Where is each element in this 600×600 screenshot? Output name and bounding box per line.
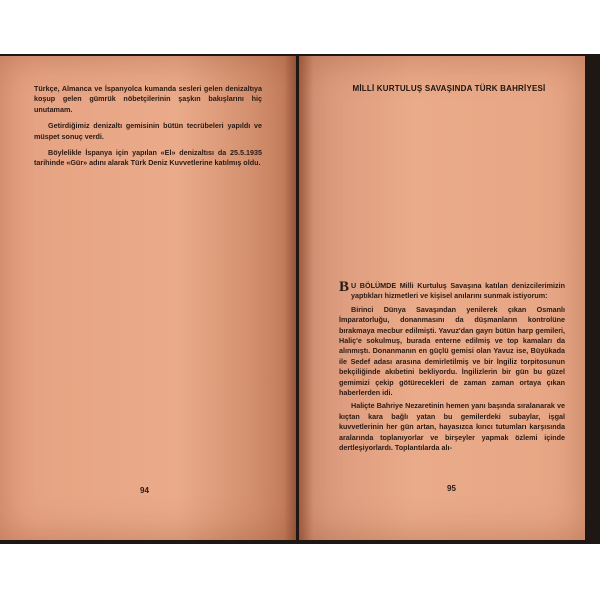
right-page-body	[339, 281, 565, 457]
drop-cap: B	[339, 279, 350, 295]
left-page-number: 94	[140, 486, 149, 495]
left-page-body	[34, 84, 262, 175]
running-head: MİLLİ KURTULUŞ SAVAŞINDA TÜRK BAHRİYESİ	[352, 84, 546, 93]
right-page	[299, 56, 585, 540]
left-paragraph-2: Getirdiğimiz denizaltı gemisinin bütün tecrübeleri yapıldı ve müspet sonuç verdi.	[34, 121, 262, 141]
left-paragraph-1: Türkçe, Almanca ve İspanyolca kumanda sesleri gelen denizaltıya koşup gelen gümrük nöbetçilerinin şaşkın bakışlarını hiç unutamam.	[34, 84, 262, 114]
open-book	[0, 54, 600, 544]
left-paragraph-3: Böylelikle İspanya için yapılan «El» denizaltısı da 25.5.1935 tarihinde «Gür» adını alarak Türk Deniz Kuvvetlerine katılmış oldu.	[34, 148, 262, 168]
right-paragraph-1: Birinci Dünya Savaşından yenilerek çıkan Osmanlı İmparatorluğu, donanmasını da düşmanların kontrolüne bırakmaya mecbur edilmişti. Yavuz'dan gayrı bütün harp gemileri, Haliç'e sokulmuş, burada enterne edilmiş ve top kamaları da alınmıştı. Donanmanın en güçlü gemisi olan Yavuz ise, Büyükada ile Sedef adası arasına demirletilmiş ve bir İngiliz torpitosunun bekçiliğinde akıbetini bekliyordu. İngilizlerin bir gün bu güzel gemimizi çekip götürecekleri de zaman zaman ortaya çıkan haberlerden idi.	[339, 304, 565, 398]
right-page-number: 95	[447, 484, 456, 493]
lead-paragraph-text: U BÖLÜMDE Milli Kurtuluş Savaşına katılan denizcilerimizin yaptıkları hizmetleri ve kişisel anılarını sunmak istiyorum:	[351, 281, 565, 301]
lead-paragraph	[339, 281, 565, 302]
right-paragraph-2: Haliçte Bahriye Nezaretinin hemen yanı başında sıralanarak ve kıçtan kara bağlı yatan bu gemilerdeki subaylar, işgal kuvvetlerinin her gün artan, hayasızca kırıcı tutumları karşısında aralarında toplanıyorlar ve birşeyler yapmak özlemi içinde dertleşiyorlardı. Toplantılarda alı-	[339, 401, 565, 453]
left-page	[0, 56, 296, 540]
